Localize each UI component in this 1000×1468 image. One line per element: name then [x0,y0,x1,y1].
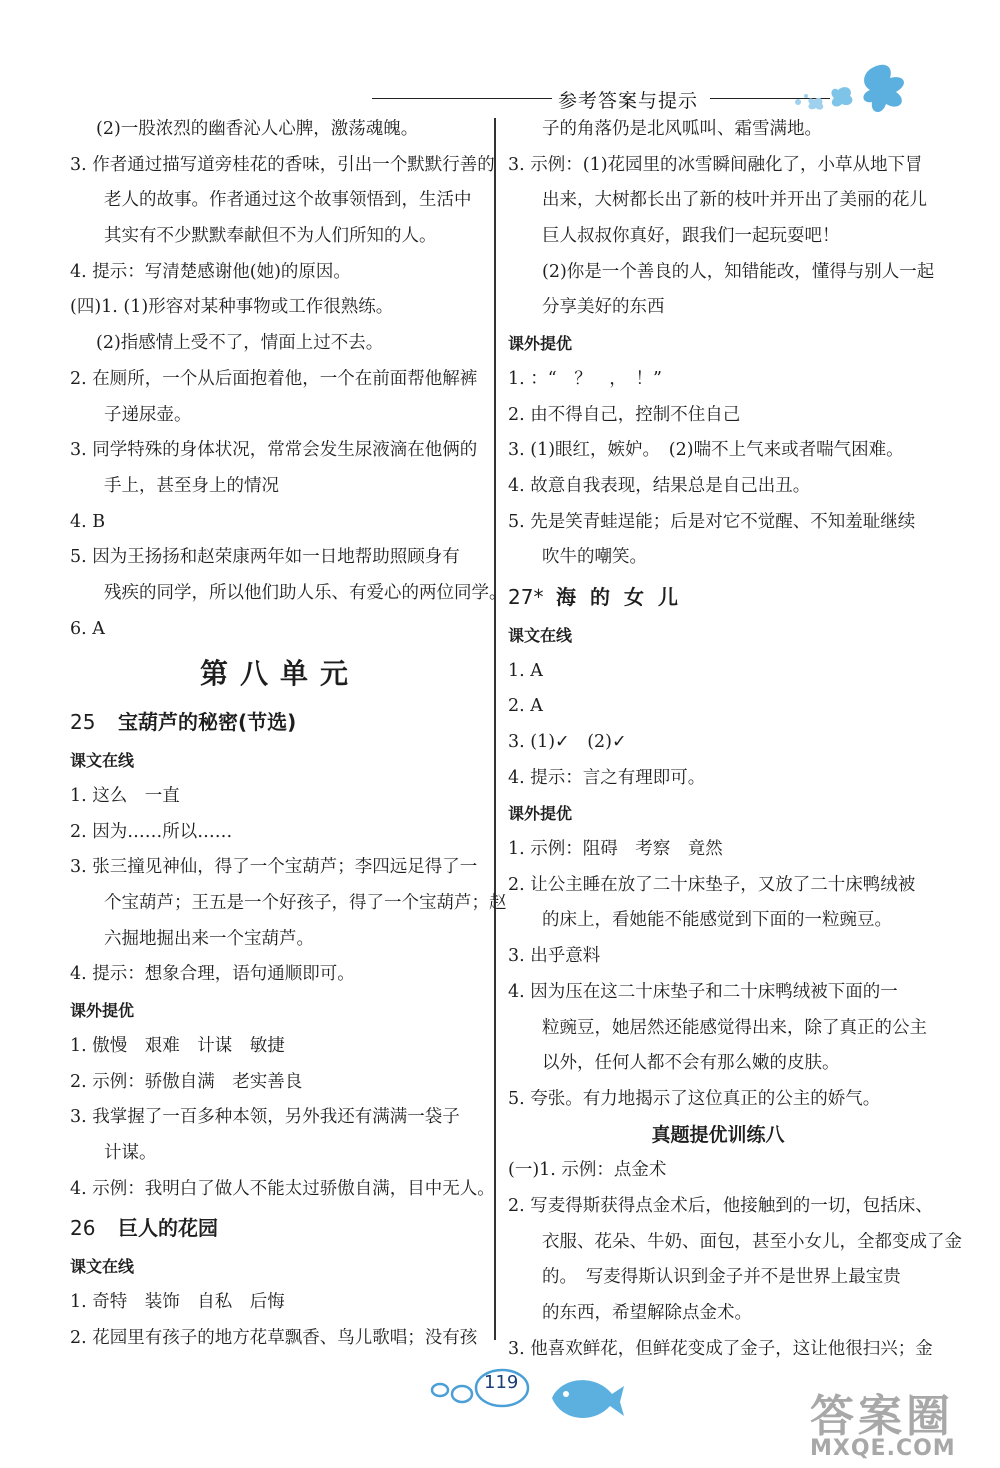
answer-line: 子递尿壶。 [104,404,192,425]
header-title: 参考答案与提示 [558,90,699,112]
answer-line: 5. 因为王扬扬和赵荣康两年如一日地帮助照顾身有 [70,547,460,568]
answer-line: 1. A [508,660,543,681]
lesson-number: 26 [70,1216,96,1241]
answer-line: (2)你是一个善良的人，知错能改，懂得与别人一起 [542,261,935,282]
answer-line: 手上，甚至身上的情况 [104,475,279,496]
answer-line: 以外，任何人都不会有那么嫩的皮肤。 [542,1053,840,1074]
answer-line: 2. A [508,696,543,717]
answer-line: (2)一股浓烈的幽香沁人心脾，激荡魂魄。 [96,119,419,139]
right-column [508,112,962,1367]
section-label: 课外提优 [70,1001,135,1021]
section-label: 课文在线 [508,625,573,645]
lesson-title: 巨人的花园 [118,1216,218,1241]
answer-line: 2. 因为……所以…… [70,821,233,842]
answer-line: 4. B [70,511,106,532]
answer-line: 1. 示例：阻碍 考察 竟然 [508,839,723,860]
answer-line: 分享美好的东西 [542,297,665,318]
answer-line: 3. 示例：(1)花园里的冰雪瞬间融化了，小草从地下冒 [508,154,923,175]
lesson-heading [70,701,490,743]
section-label: 课文在线 [70,751,135,771]
unit-title: 第八单元 [199,657,360,691]
answer-line: 4. 提示：言之有理即可。 [508,767,706,788]
lesson-number: 27* [508,584,544,609]
answer-line: 3. 出乎意料 [508,946,601,967]
answer-line: 4. 提示：想象合理，语句通顺即可。 [70,964,355,985]
answer-line: 2. 让公主睡在放了二十床垫子，又放了二十床鸭绒被 [508,874,916,895]
answer-line: 3. 作者通过描写道旁桂花的香味，引出一个默默行善的 [70,154,495,175]
section-label: 课外提优 [508,804,573,824]
answer-line: 2. 花园里有孩子的地方花草飘香、鸟儿歌唱；没有孩 [70,1327,478,1348]
lesson-title: 宝葫芦的秘密(节选) [118,710,297,735]
answer-line: 老人的故事。作者通过这个故事领悟到，生活中 [104,190,472,211]
fish-icon [546,1368,626,1428]
answer-line: 4. 示例：我明白了做人不能太过骄傲自满，目中无人。 [70,1178,495,1199]
answer-line: 2. 由不得自己，控制不住自己 [508,404,741,425]
answer-line: 3. 张三撞见神仙，得了一个宝葫芦；李四远足得了一 [70,857,478,878]
answer-line: 4. 提示：写清楚感谢他(她)的原因。 [70,261,351,282]
answer-line: (一)1. 示例：点金术 [508,1160,667,1181]
answer-line: 3. 同学特殊的身体状况，常常会发生尿液滴在他俩的 [70,440,478,461]
answer-line: 4. 故意自我表现，结果总是自己出丑。 [508,475,811,496]
answer-line: 5. 夸张。有力地揭示了这位真正的公主的娇气。 [508,1088,881,1109]
answer-line: 6. A [70,618,105,639]
answer-line: 残疾的同学，所以他们助人乐、有爱心的两位同学。 [104,582,507,603]
answer-line: 3. (1)✓ (2)✓ [508,732,627,752]
answer-line: 其实有不少默默奉献但不为人们所知的人。 [104,226,437,247]
answer-line: 3. 他喜欢鲜花，但鲜花变成了金子，这让他很扫兴；金 [508,1338,933,1359]
answer-line: 3. 我掌握了一百多种本领，另外我还有满满一袋子 [70,1107,460,1128]
answer-line: (2)指感情上受不了，情面上过不去。 [96,333,384,354]
answer-line: 2. 在厕所，一个从后面抱着他，一个在前面帮他解裤 [70,368,478,389]
answer-line: 4. 因为压在这二十床垫子和二十床鸭绒被下面的一 [508,981,898,1002]
answer-line: 衣服、花朵、牛奶、面包，甚至小女儿，全都变成了金 [542,1231,962,1252]
header-rule-left [372,98,552,99]
left-column [70,112,507,1356]
answer-line: 2. 写麦得斯获得点金术后，他接触到的一切，包括床、 [508,1195,933,1216]
answer-line: 1. 傲慢 艰难 计谋 敏捷 [70,1035,285,1056]
column-divider [494,118,496,1340]
answer-line: 的东西，希望解除点金术。 [542,1303,752,1323]
answer-line: 1. 这么 一直 [70,786,180,806]
answer-line: 5. 先是笑青蛙逞能；后是对它不觉醒、不知羞耻继续 [508,511,916,532]
answer-line: 巨人叔叔你真好，跟我们一起玩耍吧！ [542,226,840,247]
watermark-url: MXQE.COM [810,1436,956,1461]
answer-line: 3. (1)眼红，嫉妒。 (2)喘不上气来或者喘气困难。 [508,440,904,461]
lesson-heading [508,576,928,618]
answer-line: 1. 奇特 装饰 自私 后悔 [70,1291,285,1312]
section-label: 课外提优 [508,334,573,354]
answer-line: 1. ：“ ？ ， ！” [508,368,662,389]
answer-line: 的。 写麦得斯认识到金子并不是世界上最宝贵 [542,1267,901,1288]
answer-line: 子的角落仍是北风呱叫、霜雪满地。 [542,119,822,139]
lesson-title: 海的女儿 [556,584,692,609]
answer-line: 出来，大树都长出了新的枝叶并开出了美丽的花儿 [542,190,927,211]
answer-line: 六掘地掘出来一个宝葫芦。 [104,928,314,949]
answer-line: 粒豌豆，她居然还能感觉得出来，除了真正的公主 [542,1017,927,1038]
section-label: 课文在线 [70,1257,135,1277]
page-number: 119 [484,1372,519,1393]
answer-line: 2. 示例：骄傲自满 老实善良 [70,1071,303,1092]
watermark-logo-text: 答案圈 [810,1391,954,1442]
answer-line: 吹牛的嘲笑。 [542,547,647,568]
lesson-heading [70,1207,490,1249]
section-title: 真题提优训练八 [651,1123,785,1146]
watermark [810,1380,990,1460]
answer-line: 个宝葫芦；王五是一个好孩子，得了一个宝葫芦；赵 [104,893,507,914]
lesson-number: 25 [70,710,96,735]
answer-line: (四)1. (1)形容对某种事物或工作很熟练。 [70,297,394,318]
answer-line: 的床上，看她能不能感觉到下面的一粒豌豆。 [542,910,892,931]
answer-line: 计谋。 [104,1142,157,1163]
